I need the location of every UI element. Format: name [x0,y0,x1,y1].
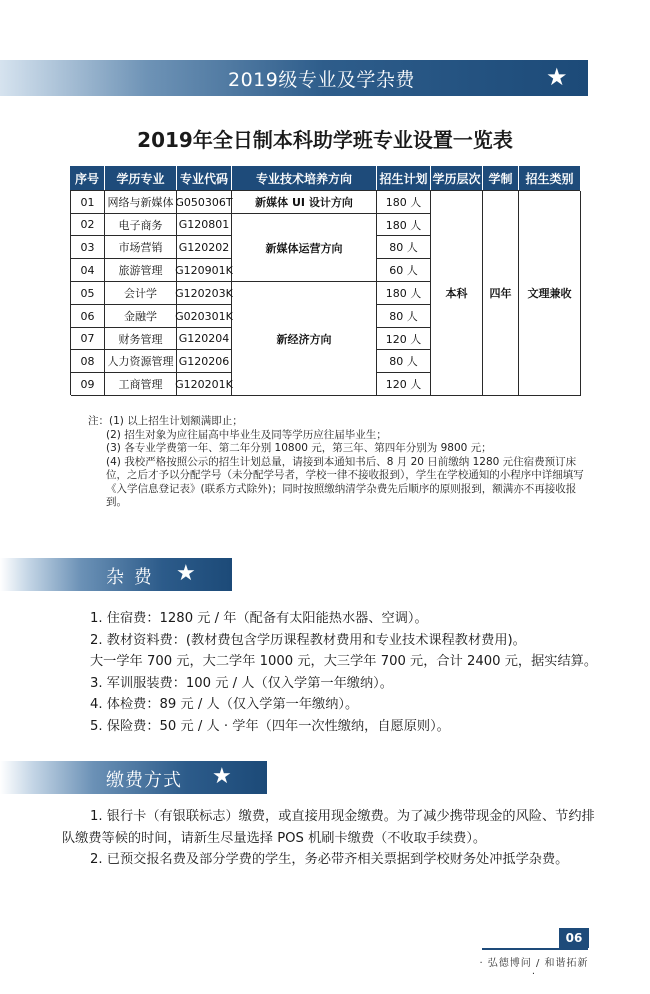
document-title: 2019年全日制本科助学班专业设置一览表 [137,128,513,152]
note-item: (2) 招生对象为应往届高中毕业生及同等学历应往届毕业生； [106,428,387,441]
cell-direction: 新媒体 UI 设计方向 [232,191,377,214]
cell-code: G020301K [177,305,232,328]
cell-code: G120202 [177,236,232,259]
header-plan: 招生计划 [377,166,430,190]
page-number: 06 [559,928,589,948]
payment-item: 2. 已预交报名费及部分学费的学生，务必带齐相关票据到学校财务处冲抵学杂费。 [90,852,569,867]
cell-major: 旅游管理 [105,259,177,282]
star-icon: ★ [546,63,568,91]
header-no: 序号 [70,166,104,190]
note-item: (4) 我校严格按照公示的招生计划总量，请接到本通知书后、8 月 20 日前缴纳 1280 元住宿费预订床位，之后才予以分配学号（未分配学号者，学校一律不接收报到），学生在学校通知的小程序中详细填写《入学信息登记表》(联系方式除外)；同时按照缴纳清学杂费先后顺序的原则报到，额满亦不再接收报到。 [106,455,584,508]
cell-major: 电子商务 [105,214,177,236]
cell-no: 03 [71,236,105,259]
cell-code: G120201K [177,373,232,396]
fee-item: 大一学年 700 元，大二学年 1000 元，大三学年 700 元，合计 2400 元，据实结算。 [90,654,598,669]
banner-title: 2019级专业及学杂费 [228,69,415,91]
major-table [70,166,580,395]
cell-direction: 新经济方向 [232,282,377,396]
cell-plan: 80 人 [377,305,431,328]
cell-category: 文理兼收 [519,191,581,396]
star-icon: ★ [212,764,232,789]
cell-plan: 60 人 [377,259,431,282]
cell-major: 财务管理 [105,328,177,350]
cell-major: 工商管理 [105,373,177,396]
payment-list [62,806,602,871]
fee-item: 3. 军训服装费：100 元 / 人（仅入学第一年缴纳）。 [90,675,393,691]
cell-duration: 四年 [483,191,519,396]
cell-major: 金融学 [105,305,177,328]
table-body [70,190,580,395]
footer-motto: · 弘德博问 / 和谐拓新 · [479,958,589,980]
cell-direction: 新媒体运营方向 [232,214,377,282]
fee-item: 2. 教材资料费：(教材费包含学历课程教材费用和专业技术课程教材费用)。 [90,632,526,648]
payment-section-bar [0,761,267,794]
cell-no: 07 [71,328,105,350]
payment-item: 1. 银行卡（有银联标志）缴费，或直接用现金缴费。为了减少携带现金的风险、节约排队缴费等候的时间，请新生尽量选择 POS 机刷卡缴费（不收取手续费）。 [62,809,595,846]
top-banner [0,60,588,96]
cell-code: G050306T [177,191,232,214]
fee-item: 4. 体检费：89 元 / 人（仅入学第一年缴纳）。 [90,697,359,712]
cell-no: 05 [71,282,105,305]
cell-plan: 180 人 [377,214,431,236]
cell-level: 本科 [431,191,483,396]
fees-list [62,608,602,737]
cell-plan: 120 人 [377,328,431,350]
header-category: 招生类别 [519,166,580,190]
cell-no: 09 [71,373,105,396]
cell-major: 网络与新媒体 [105,191,177,214]
payment-section-title: 缴费方式 [106,770,182,791]
cell-code: G120801 [177,214,232,236]
cell-no: 06 [71,305,105,328]
cell-plan: 80 人 [377,350,431,373]
header-direction: 专业技术培养方向 [232,166,376,190]
header-duration: 学制 [483,166,518,190]
cell-plan: 80 人 [377,236,431,259]
cell-plan: 180 人 [377,191,431,214]
note-item: 注：(1) 以上招生计划额满即止； [88,415,243,427]
cell-major: 市场营销 [105,236,177,259]
table-notes [88,415,588,510]
header-level: 学历层次 [431,166,482,190]
header-major: 学历专业 [105,166,176,190]
fees-section-bar [0,558,232,591]
fee-item: 5. 保险费：50 元 / 人 · 学年（四年一次性缴纳，自愿原则）。 [90,718,450,734]
cell-plan: 180 人 [377,282,431,305]
cell-major: 人力资源管理 [105,350,177,373]
cell-no: 01 [71,191,105,214]
cell-no: 08 [71,350,105,373]
cell-code: G120901K [177,259,232,282]
fees-section-title: 杂 费 [106,567,154,588]
cell-major: 会计学 [105,282,177,305]
note-item: (3) 各专业学费第一年、第二年分别 10800 元，第三年、第四年分别为 9800 元； [106,442,492,454]
cell-code: G120206 [177,350,232,373]
cell-no: 02 [71,214,105,236]
cell-code: G120203K [177,282,232,305]
footer-divider [482,948,588,950]
cell-code: G120204 [177,328,232,350]
header-code: 专业代码 [177,166,231,190]
star-icon: ★ [176,561,196,586]
fee-item: 1. 住宿费：1280 元 / 年（配备有太阳能热水器、空调）。 [90,611,428,626]
cell-plan: 120 人 [377,373,431,396]
cell-no: 04 [71,259,105,282]
